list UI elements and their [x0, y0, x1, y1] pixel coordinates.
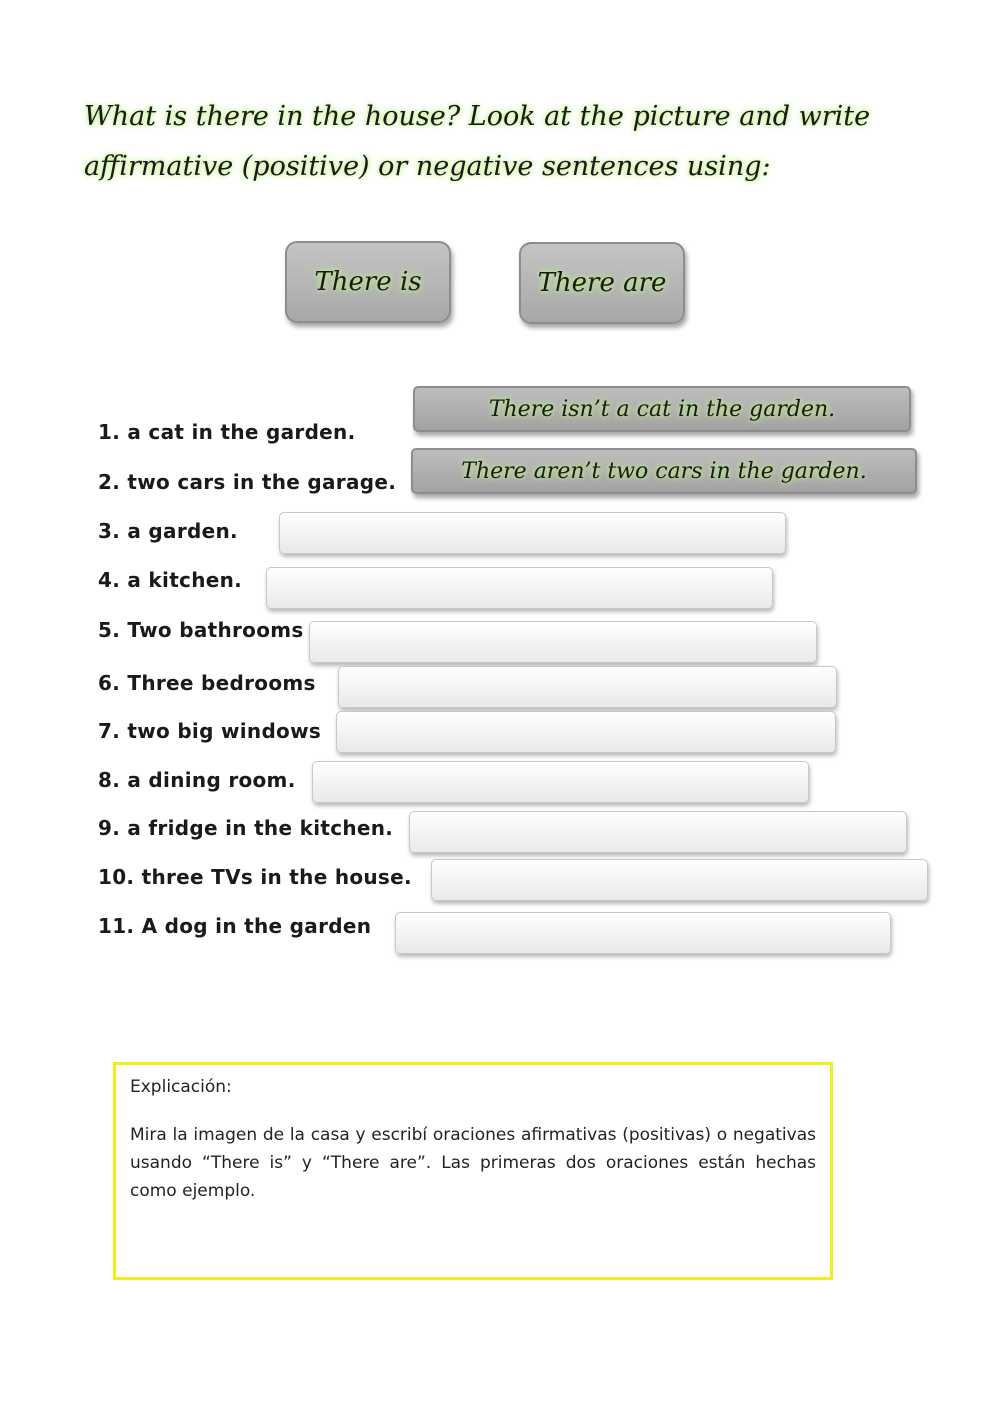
exercise-9-answer[interactable]: [409, 811, 907, 853]
explanation-box: [113, 1062, 833, 1280]
exercise-9-label: 9. a fridge in the kitchen.: [98, 816, 394, 840]
exercise-1-label: 1. a cat in the garden.: [98, 420, 356, 444]
exercise-7-label: 7. two big windows: [98, 719, 322, 743]
exercise-4-label: 4. a kitchen.: [98, 568, 243, 592]
exercise-3-label: 3. a garden.: [98, 519, 238, 543]
instructions-line-1: What is there in the house? Look at the picture and write: [84, 101, 871, 132]
exercise-10-label: 10. three TVs in the house.: [98, 865, 412, 889]
explanation-heading: Explicación:: [130, 1077, 232, 1097]
exercise-6-answer[interactable]: [338, 666, 837, 708]
exercise-8-answer[interactable]: [312, 761, 809, 803]
exercise-6-label: 6. Three bedrooms: [98, 671, 316, 695]
exercise-8-label: 8. a dining room.: [98, 768, 296, 792]
explanation-text: Mira la imagen de la casa y escribí oraciones afirmativas (positivas) o negativas usando “There is” y “There are”. Las primeras dos oraciones están hechas como ejemplo.: [130, 1125, 816, 1201]
exercise-4-answer[interactable]: [266, 567, 773, 609]
word-bank-there-are[interactable]: There are: [519, 242, 685, 324]
instructions-title: [84, 92, 944, 192]
instructions-line-2: affirmative (positive) or negative sentences using:: [84, 151, 771, 182]
exercise-5-label: 5. Two bathrooms: [98, 618, 304, 642]
exercise-11-label: 11. A dog in the garden: [98, 914, 372, 938]
exercise-3-answer[interactable]: [279, 512, 786, 554]
exercise-2-answer[interactable]: There aren’t two cars in the garden.: [411, 448, 917, 494]
exercise-2-label: 2. two cars in the garage.: [98, 470, 397, 494]
exercise-1-answer[interactable]: There isn’t a cat in the garden.: [413, 386, 911, 432]
exercise-10-answer[interactable]: [431, 859, 928, 901]
word-bank-there-is[interactable]: There is: [285, 241, 451, 323]
exercise-11-answer[interactable]: [395, 912, 891, 954]
exercise-5-answer[interactable]: [309, 621, 817, 663]
exercise-7-answer[interactable]: [336, 711, 836, 753]
